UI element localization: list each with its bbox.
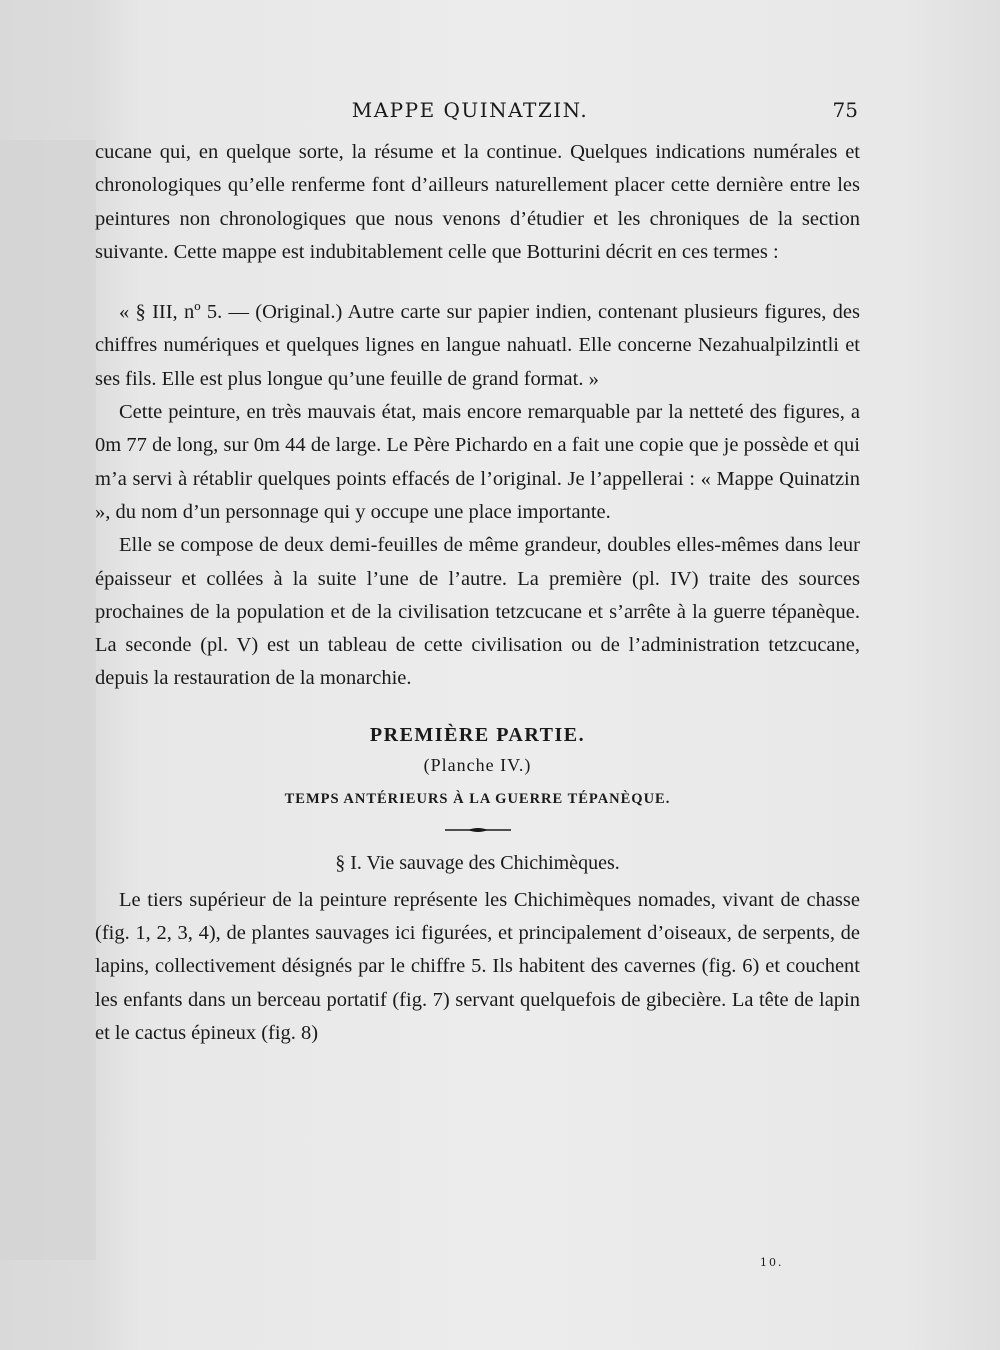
running-head: MAPPE QUINATZIN. [351, 98, 589, 122]
section-heading: § I. Vie sauvage des Chichimèques. [335, 851, 620, 874]
page-header [0, 96, 1000, 126]
scan-shadow-band [0, 140, 96, 1260]
body-text [95, 136, 860, 1050]
paragraph-quote-botturini: « § III, nº 5. — (Original.) Autre carte sur papier indien, contenant plusieurs figures, des chiffres numériques et quelques lignes en langue nahuatl. Elle concerne Nezahualpilzintli et ses fils. Elle est plus longue qu’une feuille de grand format. » [95, 301, 860, 390]
part-title: PREMIÈRE PARTIE. [369, 723, 586, 746]
paragraph-chichimeques: Le tiers supérieur de la peinture représente les Chichimèques nomades, vivant de chasse (fig. 1, 2, 3, 4), de plantes sauvages ici figurées, et principalement d’oiseaux, de serpents, de lapins, collectivement désignés par le chiffre 5. Ils habitent des cavernes (fig. 6) et couchent les enfants dans un berceau portatif (fig. 7) servant quelquefois de gibecière. La tête de lapin et le cactus épineux (fig. 8) [95, 888, 860, 1044]
signature-mark: 10. [760, 1256, 784, 1269]
paragraph-composition: Elle se compose de deux demi-feuilles de même grandeur, doubles elles-mêmes dans leur épaisseur et collées à la suite l’une de l’autre. La première (pl. IV) traite des sources prochaines de la population et de la civilisation tetzcucane et s’arrête à la guerre tépanèque. La seconde (pl. V) est un tableau de cette civilisation ou de l’administration tetzcucane, depuis la restauration de la monarchie. [95, 534, 860, 690]
ornament-rule-icon [443, 826, 513, 834]
planche-label: (Planche IV.) [423, 754, 532, 775]
paragraph-continuation: cucane qui, en quelque sorte, la résume et la continue. Quelques indications numérales et chronologiques qu’elle renferme font d’ailleurs naturellement placer cette dernière entre les peintures non chronologiques que nous venons d’étudier et les chroniques de la section suivante. Cette mappe est indubitablement celle que Botturini décrit en ces termes : [95, 141, 860, 263]
part-subtitle: TEMPS ANTÉRIEURS À LA GUERRE TÉPANÈQUE. [284, 790, 671, 807]
paragraph-description: Cette peinture, en très mauvais état, mais encore remarquable par la netteté des figures, a 0m 77 de long, sur 0m 44 de large. Le Père Pichardo en a fait une copie que je possède et qui m’a servi à rétablir quelques points effacés de l’original. Je l’appellerai : « Mappe Quinatzin », du nom d’un personnage qui y occupe une place importante. [95, 401, 860, 523]
page-number: 75 [832, 98, 858, 122]
